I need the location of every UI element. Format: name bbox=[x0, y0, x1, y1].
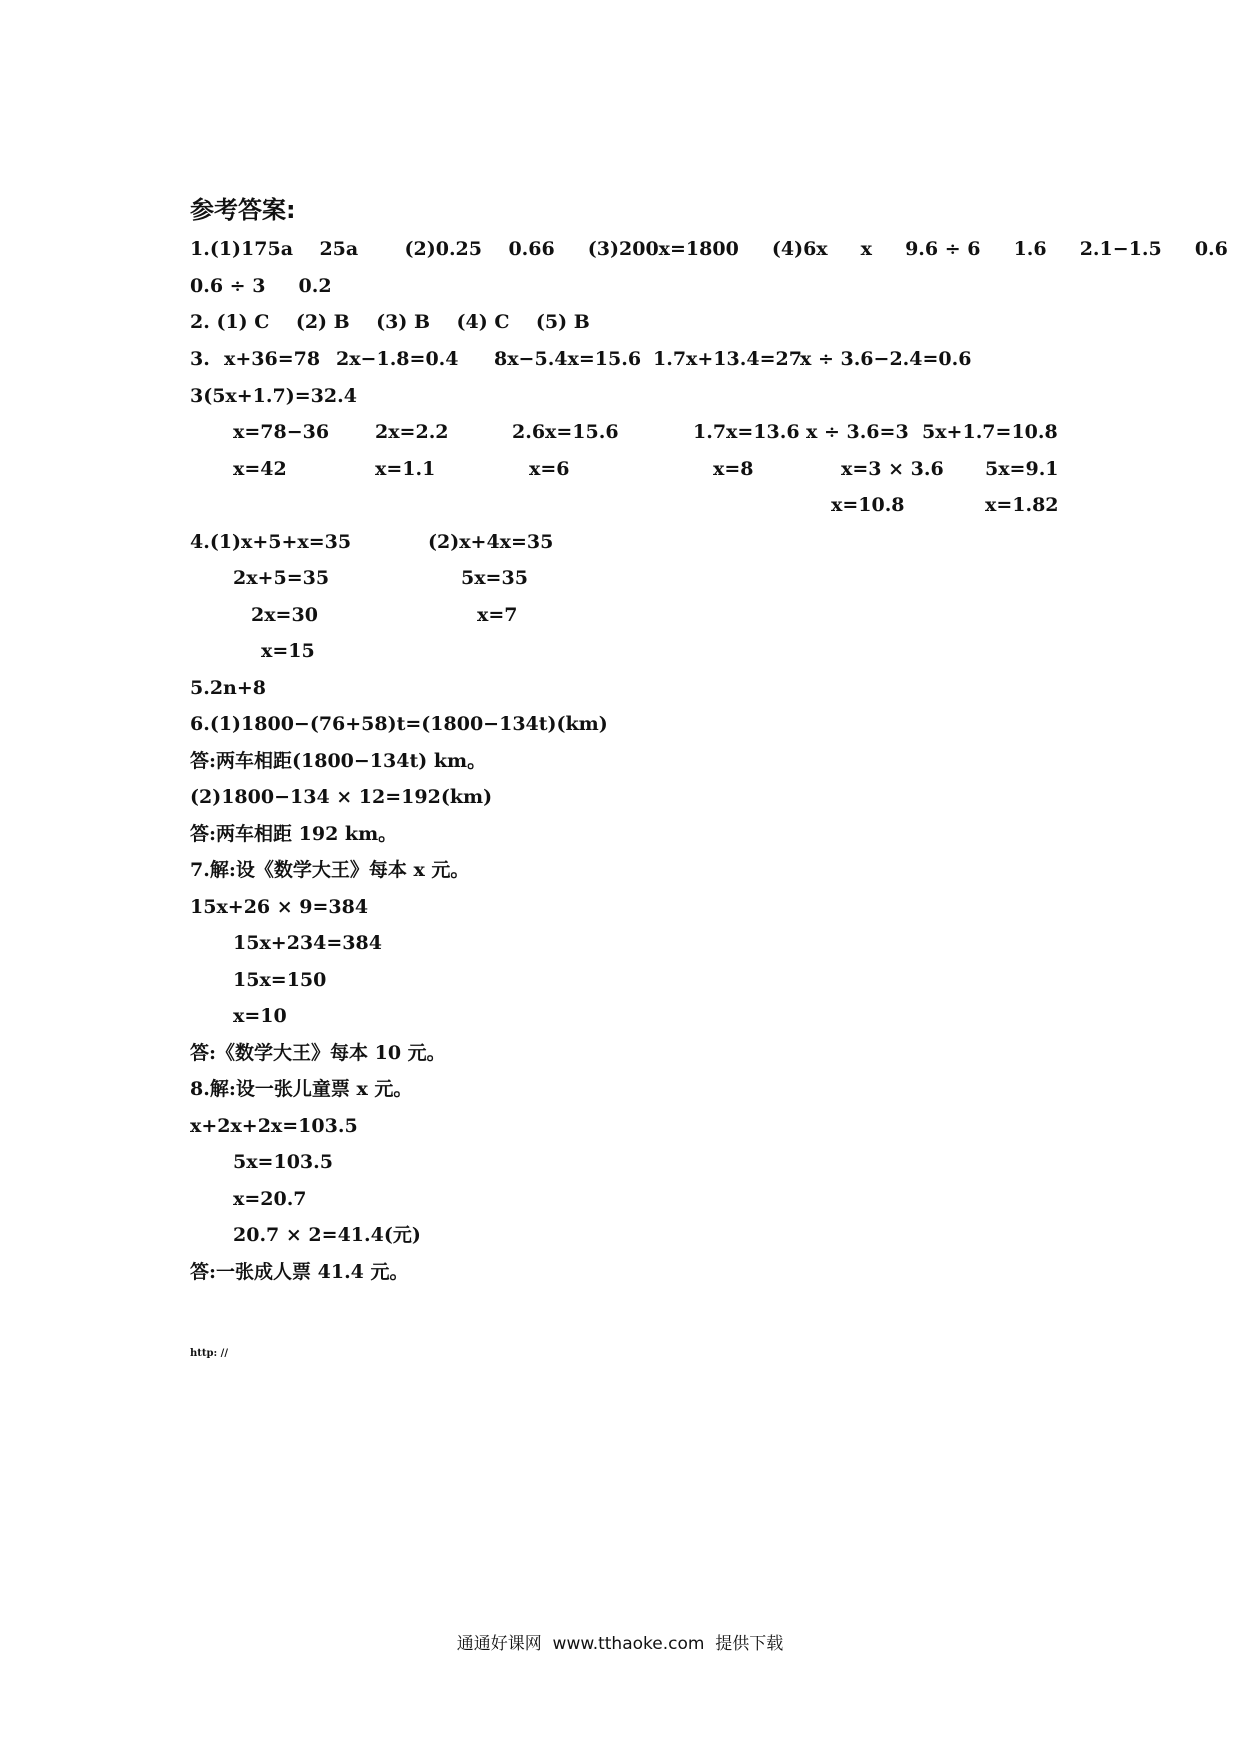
q3-step-1b: x=42 bbox=[233, 458, 287, 480]
q8-line-3: 5x=103.5 bbox=[233, 1151, 333, 1173]
page-title: 参考答案: bbox=[190, 196, 296, 224]
q6-line-4: 答:两车相距 192 km。 bbox=[190, 823, 398, 845]
q3-eq-3: 8x−5.4x=15.6 bbox=[494, 348, 642, 370]
q4a-step-3: x=15 bbox=[261, 640, 315, 662]
q8-line-5: 20.7 × 2=41.4(元) bbox=[233, 1224, 421, 1246]
q3-step-6a: 5x+1.7=10.8 bbox=[922, 421, 1058, 443]
url-text: http: // bbox=[190, 1348, 228, 1359]
q7-line-2: 15x+26 × 9=384 bbox=[190, 896, 369, 918]
q3-step-4b: x=8 bbox=[713, 458, 754, 480]
q3-step-2a: 2x=2.2 bbox=[375, 421, 449, 443]
q6-line-3: (2)1800−134 × 12=192(km) bbox=[190, 786, 493, 808]
q7-line-5: x=10 bbox=[233, 1005, 287, 1027]
q3-step-6c: x=1.82 bbox=[985, 494, 1059, 516]
q3-label: 3. bbox=[190, 348, 210, 370]
q7-line-4: 15x=150 bbox=[233, 969, 327, 991]
q4b-step-2: x=7 bbox=[477, 604, 518, 626]
q3-step-5c: x=10.8 bbox=[831, 494, 905, 516]
q4a-step-1: 2x+5=35 bbox=[233, 567, 330, 589]
q6-line-2: 答:两车相距(1800−134t) km。 bbox=[190, 750, 487, 772]
q3-eq-2: 2x−1.8=0.4 bbox=[336, 348, 459, 370]
q7-line-3: 15x+234=384 bbox=[233, 932, 382, 954]
q1-line1: 1.(1)175a 25a (2)0.25 0.66 (3)200x=1800 (4)6x x 9.6 ÷ 6 1.6 2.1−1.5 0.6 bbox=[190, 238, 1228, 260]
q4b-eq: (2)x+4x=35 bbox=[428, 531, 554, 553]
q8-line-4: x=20.7 bbox=[233, 1188, 307, 1210]
q8-line-6: 答:一张成人票 41.4 元。 bbox=[190, 1261, 409, 1283]
q3-eq-5: x ÷ 3.6−2.4=0.6 bbox=[800, 348, 972, 370]
q7-line-6: 答:《数学大王》每本 10 元。 bbox=[190, 1042, 446, 1064]
q3-step-2b: x=1.1 bbox=[375, 458, 436, 480]
q4a-eq: 4.(1)x+5+x=35 bbox=[190, 531, 352, 553]
q3-step-5a: x ÷ 3.6=3 bbox=[806, 421, 909, 443]
q3-eq-1: x+36=78 bbox=[224, 348, 321, 370]
q8-line-2: x+2x+2x=103.5 bbox=[190, 1115, 358, 1137]
q3-step-5b: x=3 × 3.6 bbox=[841, 458, 944, 480]
q6-line-1: 6.(1)1800−(76+58)t=(1800−134t)(km) bbox=[190, 713, 608, 735]
q4b-step-1: 5x=35 bbox=[461, 567, 528, 589]
q3-step-6b: 5x=9.1 bbox=[985, 458, 1059, 480]
q8-line-1: 8.解:设一张儿童票 x 元。 bbox=[190, 1078, 413, 1100]
q2-line: 2. (1) C (2) B (3) B (4) C (5) B bbox=[190, 311, 590, 333]
q5-line: 5.2n+8 bbox=[190, 677, 267, 699]
q4a-step-2: 2x=30 bbox=[251, 604, 318, 626]
q3-step-4a: 1.7x=13.6 bbox=[693, 421, 800, 443]
footer-text: 通通好课网 www.tthaoke.com 提供下载 bbox=[456, 1634, 784, 1654]
q1-line2: 0.6 ÷ 3 0.2 bbox=[190, 275, 332, 297]
q3-step-3b: x=6 bbox=[529, 458, 570, 480]
q3-eq-4: 1.7x+13.4=27 bbox=[653, 348, 802, 370]
q3-step-3a: 2.6x=15.6 bbox=[512, 421, 619, 443]
q3-step-1a: x=78−36 bbox=[233, 421, 330, 443]
q3-eq-6: 3(5x+1.7)=32.4 bbox=[190, 385, 357, 407]
q7-line-1: 7.解:设《数学大王》每本 x 元。 bbox=[190, 859, 470, 881]
